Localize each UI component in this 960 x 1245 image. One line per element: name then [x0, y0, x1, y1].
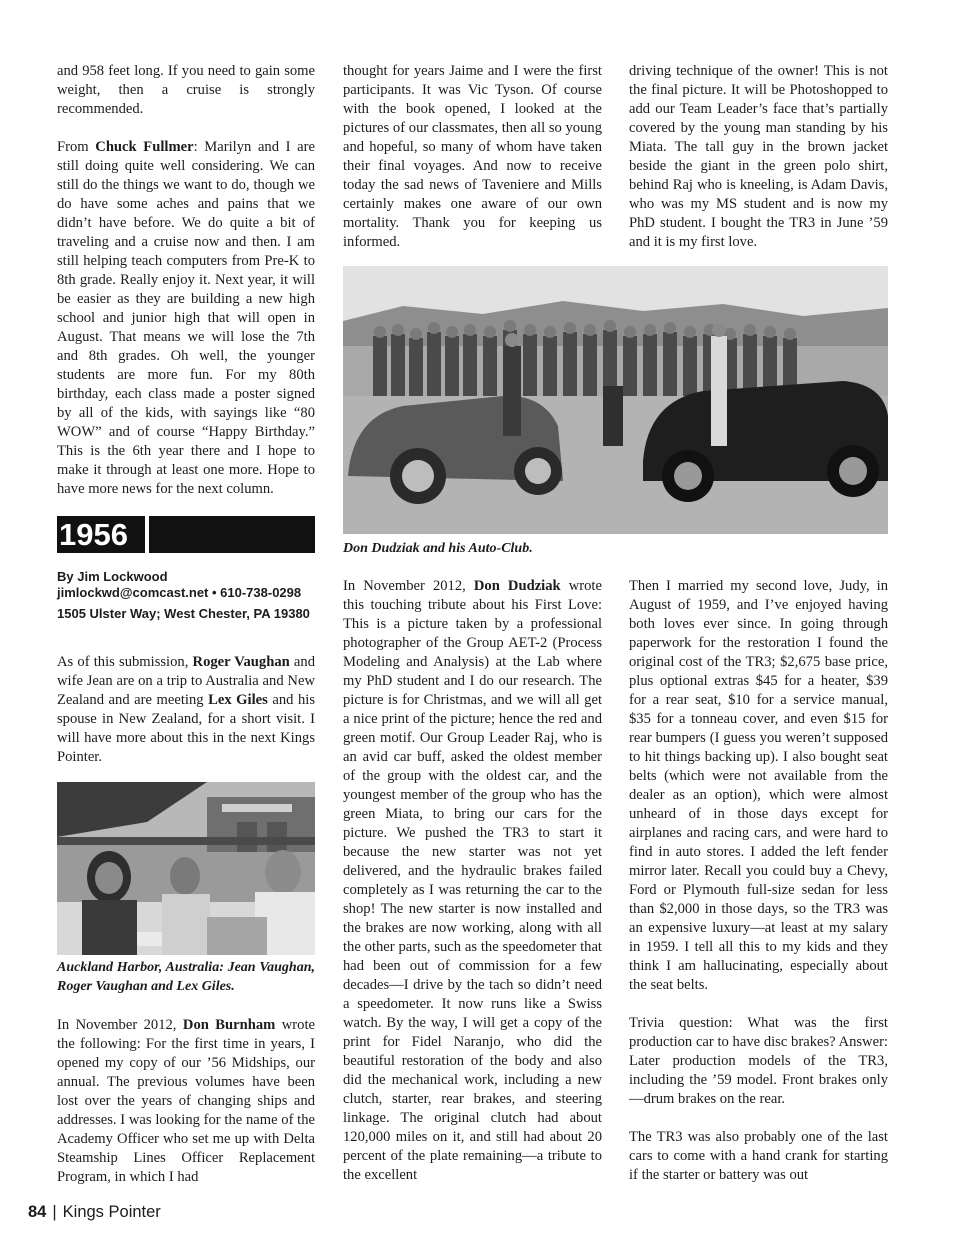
- text-run: wrote the following: For the first time in years, I opened my copy of our ’56 Midships, our annual. The previous volumes have been lost over the years of changing ships and addresses. I was looking for the name of the Academy Officer who set me up with Delta Steamship Lines Officer Replacement Program, in which I had: [57, 1017, 315, 1185]
- paragraph: and 958 feet long. If you need to gain some weight, then a cruise is strongly recommended.: [57, 63, 315, 117]
- class-year-banner: [57, 516, 315, 553]
- author: By Jim Lockwood: [57, 569, 168, 584]
- footer-separator: |: [52, 1203, 57, 1221]
- auckland-harbor-photo: [57, 782, 315, 955]
- page-footer: [28, 1203, 161, 1222]
- person-name: Roger Vaughan: [192, 654, 290, 670]
- class-year: 1956: [57, 516, 147, 553]
- page-number: 84: [28, 1203, 47, 1221]
- text-run: As of this submission,: [57, 654, 193, 670]
- text-run: In November 2012,: [57, 1017, 183, 1033]
- column-1-top-text: [57, 62, 315, 499]
- text-run: : Marilyn and I are still doing quite well considering. We can still do the things we want to do, though we do have some aches and pains that we didn’t have before. We do quite a bit of traveling and a cruise now and then. I am still helping teach computers from Pre-K to 8th grade. Really enjoy it. Next year, it will be easier as they are building a new high school and junior high that will open in August. That means we will lose the 7th and 8th grades. Oh well, the younger students are more fun. For my 80th birthday, each class made a poster signed by all of the kids, with sayings like “80 WOW” and of course “Happy Birthday.” This is the 6th year there and I hope to make it through at least one more. Hope to have more news for the next column.: [57, 139, 315, 497]
- column-1-bottom-text: [57, 653, 315, 767]
- paragraph: The TR3 was also probably one of the last cars to come with a hand crank for starting if the starter or battery was out: [629, 1129, 888, 1183]
- paragraph: Then I married my second love, Judy, in August of 1959, and I’ve enjoyed having both loves ever since. In going through paperwork for the restoration I found the original cost of the TR3; $2,675 base price, plus optional extras $45 for a heater, $39 for a rear seat, $10 for a service manual, $35 for a tonneau cover, and even $15 for rear bumpers (I guess you weren’t supposed to hit things backing up). I also bought seat belts (which were not available from the dealer as an option), which were almost unheard of in those days except for airplanes and racing cars, and were hard to find in auto stores. I added the left fender mirror later. Recall you could buy a Chevy, Ford or Plymouth full-size sedan for less than $2,000 in those days, so the TR3 was an expensive luxury—at least at my salary in 1959. I tell all this to my kids and they think I am hallucinating, especially about the seat belts.: [629, 578, 888, 993]
- contact: jimlockwd@comcast.net • 610-738-0298: [57, 585, 302, 600]
- person-name: Don Dudziak: [473, 578, 561, 594]
- column-2-top-text: [343, 62, 602, 252]
- paragraph: driving technique of the owner! This is not the final picture. It will be Photoshopped to add our Team Leader’s face that’s partially covered by the young man standing by his Miata. The tall guy in the brown jacket beside the giant in the green polo shirt, behind Raj who is kneeling, is Adam Davis, who was my MS student and is now my PhD student. I bought the TR3 in June ’59 and it is my first love.: [629, 63, 888, 250]
- paragraph: thought for years Jaime and I were the first participants. It was Vic Tyson. Of course with the book opened, I looked at the pictures of our classmates, then all so young and hopeful, so many of whom have taken their final voyages. And now to receive today the sad news of Taveniere and Mills certainly makes one aware of our own mortality. Thank you for keeping us informed.: [343, 63, 602, 250]
- column-2-bottom-text: [343, 577, 602, 1185]
- paragraph: Trivia question: What was the first production car to have disc brakes? Answer: Later production models of the TR3, including the ’59 model. Front brakes only—drum brakes on the rear.: [629, 1015, 888, 1107]
- column-3-top-text: [629, 62, 888, 252]
- paragraph: [57, 138, 315, 499]
- banner-divider: [145, 516, 149, 553]
- auckland-photo-caption: Auckland Harbor, Australia: Jean Vaughan, Roger Vaughan and Lex Giles.: [57, 960, 315, 994]
- byline: [57, 569, 319, 622]
- text-run: and wife Jean are on a trip to Australia and New Zealand and are meeting: [57, 654, 315, 708]
- text-run: From: [57, 139, 96, 155]
- auto-club-group-photo: [343, 266, 888, 534]
- column-1-final-text: [57, 1016, 315, 1187]
- paragraph: [57, 1016, 315, 1187]
- column-3-bottom-text: [629, 577, 888, 1185]
- address: 1505 Ulster Way; West Chester, PA 19380: [57, 606, 310, 621]
- person-name: Lex Giles: [208, 692, 268, 708]
- person-name: Don Burnham: [182, 1017, 276, 1033]
- text-run: In November 2012,: [343, 578, 474, 594]
- auckland-harbor-image: [57, 782, 315, 955]
- text-run: wrote this touching tribute about his First Love: This is a picture taken by a professional photographer of the Group AET-2 (Process Modeling and Analysis) at the Lab where my PhD student and I do our research. The picture is for Christmas, and we will all get a nice print of the picture; hence the red and green motif. Our Group Leader Raj, who is an avid car buff, asked the oldest member of the group with the oldest car, and the youngest member of the group who has the green Miata, to bring our cars for the picture. We pushed the TR3 to start it because the new starter was not yet delivered, and the hydraulic brakes failed completely as I was returning the car to the shop! The new starter is now installed and the brakes are now working, along with all the other parts, such as the speedometer that had been out of commission for a few decades—I drive by the tach so didn’t need a speedometer. It now runs like a Swiss watch. By the way, I will get a copy of the print for Fidel Naranjo, who did the beautiful restoration of the body and also did the mechanical work, including a new clutch, starter, rear brakes, and steering linkage. The original clutch had about 120,000 miles on it, and still had about 20 percent of the plate remaining—a tribute to the excellent: [343, 578, 602, 1183]
- auto-club-image: [343, 266, 888, 534]
- group-photo-caption: Don Dudziak and his Auto-Club.: [343, 541, 533, 556]
- paragraph: [343, 577, 602, 1185]
- publication-name: Kings Pointer: [62, 1203, 161, 1221]
- paragraph: [57, 653, 315, 767]
- person-name: Chuck Fullmer: [95, 139, 194, 155]
- text-run: and his spouse in New Zealand, for a short visit. I will have more about this in the next Kings Pointer.: [57, 692, 316, 765]
